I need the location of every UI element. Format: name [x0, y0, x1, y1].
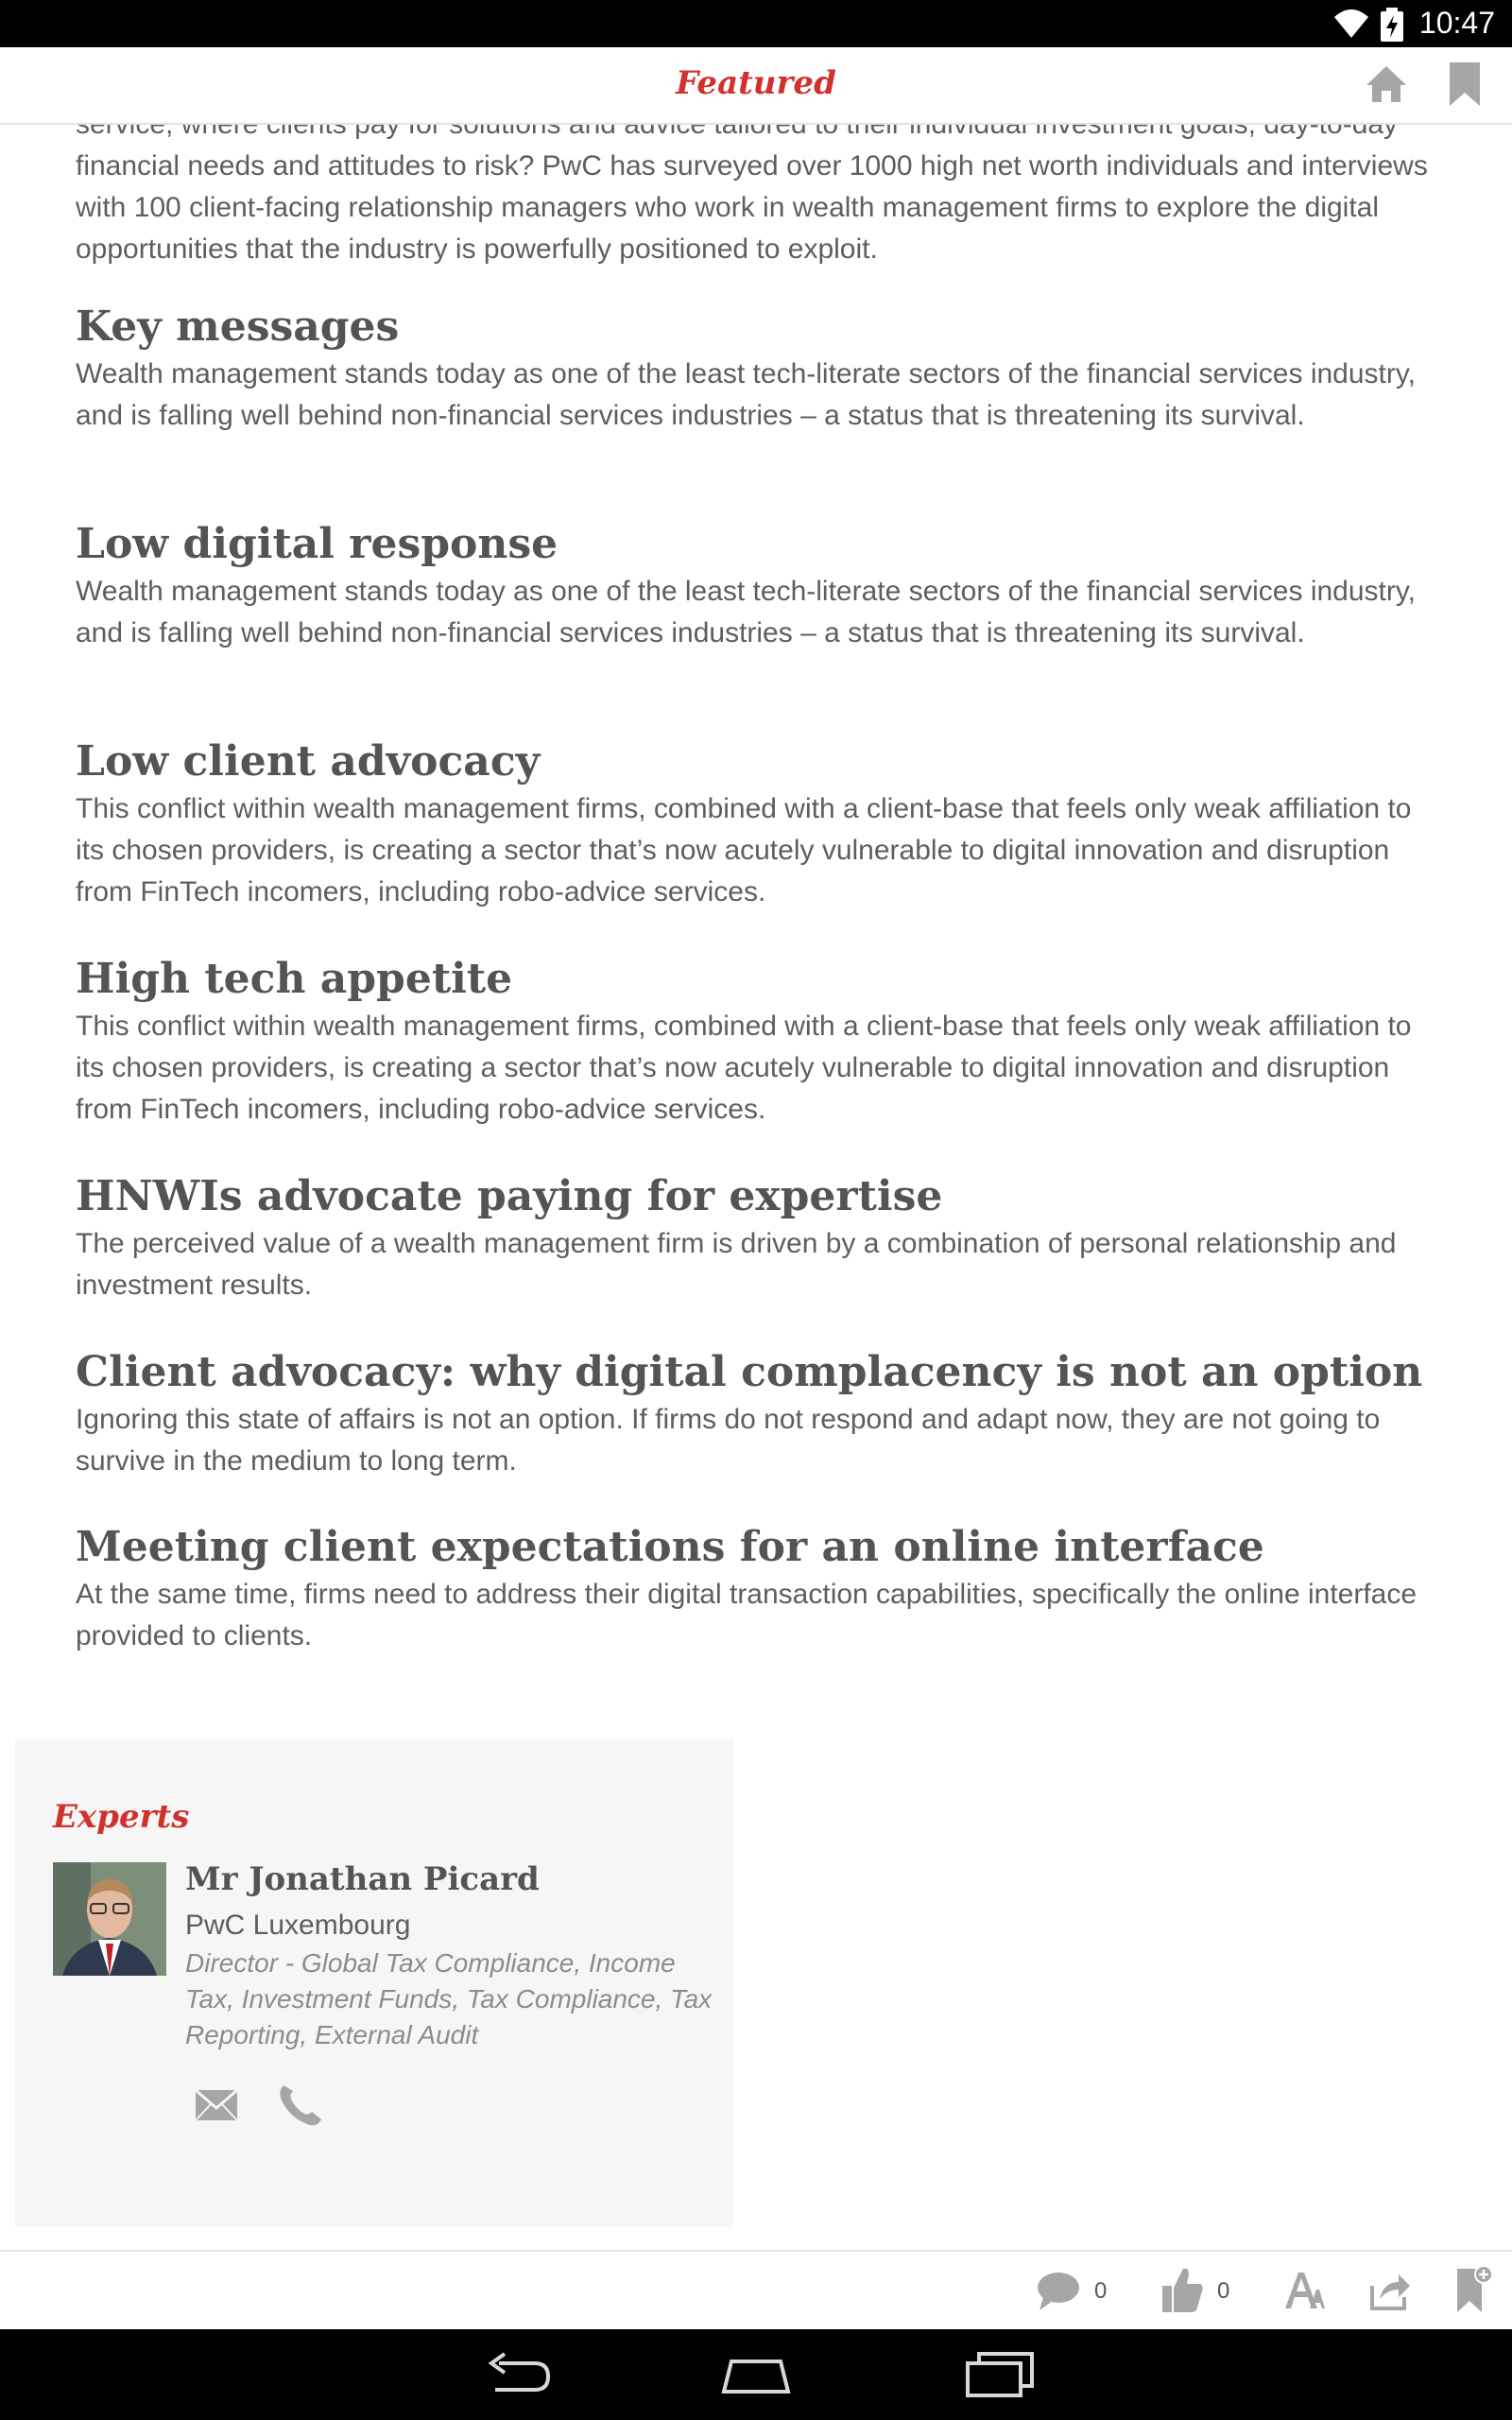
- section-heading: Meeting client expectations for an online interface: [76, 1523, 1264, 1571]
- section-body: Ignoring this state of affairs is not an option. If firms do not respond and adapt now, they are not going to survive in the medium to long term.: [76, 1404, 1381, 1477]
- section-high-tech-appetite: [76, 953, 1446, 1131]
- expert-name[interactable]: Mr Jonathan Picard: [185, 1860, 540, 1898]
- comment-count: 0: [1094, 2278, 1108, 2304]
- section-heading: HNWIs advocate paying for expertise: [76, 1172, 943, 1220]
- section-heading: Key messages: [76, 302, 400, 351]
- section-low-client-advocacy: [76, 735, 1446, 913]
- phone-icon[interactable]: [276, 2082, 323, 2129]
- section-heading: High tech appetite: [76, 955, 513, 1003]
- share-icon[interactable]: [1368, 2269, 1412, 2312]
- section-heading: Low client advocacy: [76, 737, 541, 786]
- avatar: [53, 1862, 166, 1976]
- status-time: 10:47: [1418, 6, 1495, 40]
- thumbs-up-icon[interactable]: [1160, 2265, 1204, 2314]
- experts-card: [15, 1739, 733, 2227]
- font-size-icon[interactable]: [1281, 2269, 1325, 2312]
- battery-icon: [1381, 8, 1403, 42]
- home-icon[interactable]: [1365, 64, 1408, 104]
- intro-paragraph: financial needs and attitudes to risk? PwC has surveyed over 1000 high net worth individuals and interviews with 100 client-facing relationship managers who work in wealth management firms to explore the digital opportunities that the industry is powerfully positioned to exploit.: [76, 150, 1428, 265]
- wifi-icon: [1332, 6, 1370, 40]
- expert-role: Director - Global Tax Compliance, Income Tax, Investment Funds, Tax Compliance, Tax Reporting, External Audit: [185, 1948, 713, 2049]
- page-title: Featured: [676, 64, 836, 102]
- back-icon[interactable]: [478, 2352, 554, 2397]
- section-online-interface: [76, 1521, 1446, 1657]
- section-heading: Client advocacy: why digital complacency is not an option: [76, 1348, 1423, 1396]
- recent-apps-icon[interactable]: [962, 2350, 1038, 2399]
- app-header: [0, 47, 1512, 125]
- comment-icon[interactable]: [1036, 2271, 1081, 2312]
- experts-label: Experts: [53, 1798, 190, 1836]
- expert-organization: PwC Luxembourg: [185, 1910, 411, 1941]
- section-key-messages: [76, 301, 1446, 437]
- add-bookmark-icon[interactable]: [1455, 2265, 1493, 2314]
- section-body: Wealth management stands today as one of the least tech-literate sectors of the financial services industry, and is falling well behind non-financial services industries – a status that is threatening its survival.: [76, 358, 1416, 431]
- section-body: Wealth management stands today as one of the least tech-literate sectors of the financial services industry, and is falling well behind non-financial services industries – a status that is threatening its survival.: [76, 576, 1416, 648]
- section-body: This conflict within wealth management firms, combined with a client-base that feels only weak affiliation to its chosen providers, is creating a sector that’s now acutely vulnerable to digital innovation and disruption from FinTech incomers, including robo-advice services.: [76, 793, 1412, 908]
- section-body: The perceived value of a wealth management firm is driven by a combination of personal relationship and investment results.: [76, 1228, 1397, 1301]
- section-body: At the same time, firms need to address their digital transaction capabilities, specifically the online interface provided to clients.: [76, 1579, 1418, 1651]
- section-hnwis-expertise: [76, 1170, 1446, 1306]
- home-button-icon[interactable]: [718, 2354, 794, 2395]
- section-heading: Low digital response: [76, 520, 558, 568]
- status-bar: [0, 0, 1512, 47]
- system-nav-bar: [0, 2329, 1512, 2420]
- section-client-advocacy: [76, 1346, 1446, 1482]
- action-toolbar: [0, 2250, 1512, 2331]
- bookmark-icon[interactable]: [1448, 62, 1482, 106]
- like-count: 0: [1217, 2278, 1230, 2304]
- email-icon[interactable]: [195, 2089, 238, 2121]
- section-body: This conflict within wealth management firms, combined with a client-base that feels only weak affiliation to its chosen providers, is creating a sector that’s now acutely vulnerable to digital innovation and disruption from FinTech incomers, including robo-advice services.: [76, 1011, 1412, 1125]
- section-low-digital-response: [76, 518, 1446, 654]
